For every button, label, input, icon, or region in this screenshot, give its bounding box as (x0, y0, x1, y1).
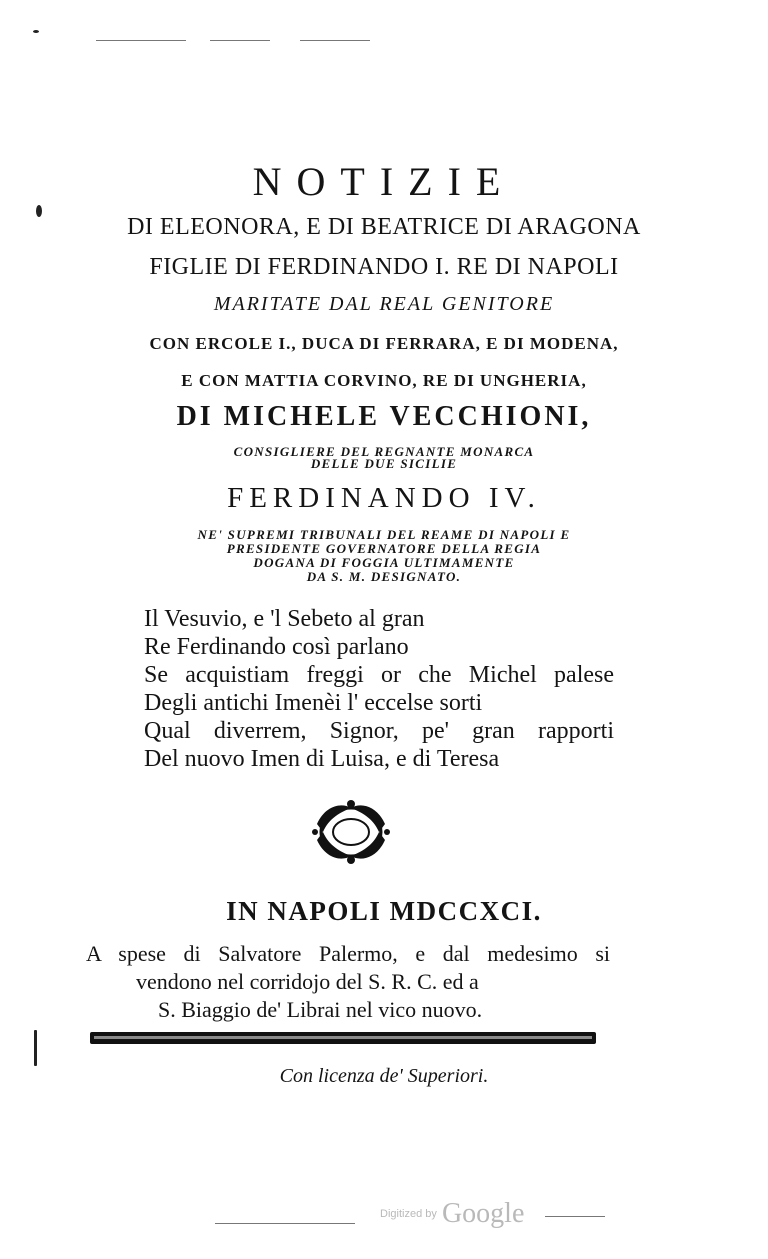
imprint-line: S. Biaggio de' Librai nel vico nuovo. (158, 997, 483, 1022)
verse-line: Degli antichi Imenèi l' eccelse sorti (144, 690, 483, 716)
scan-mark (545, 1216, 605, 1217)
imprint-block (86, 940, 610, 1024)
scan-speck (33, 30, 39, 33)
verse-line: Il Vesuvio, e 'l Sebeto al gran (144, 606, 425, 632)
scan-mark (210, 40, 270, 41)
office-line-1: NE' SUPREMI TRIBUNALI DEL REAME DI NAPOLI E (197, 527, 571, 542)
scan-mark (96, 40, 186, 41)
verse-line: Qual diverrem, Signor, pe' gran rapporti (144, 718, 614, 744)
imprint-line: vendono nel corridojo del S. R. C. ed a (136, 969, 479, 994)
scan-speck (34, 1030, 37, 1066)
verse-line: Del nuovo Imen di Luisa, e di Teresa (144, 746, 500, 772)
subtitle-line-5: E CON MATTIA CORVINO, RE DI UNGHERIA, (181, 371, 587, 390)
verse-block (144, 605, 614, 773)
office-line-2: PRESIDENTE GOVERNATORE DELLA REGIA (226, 541, 542, 556)
license-note: Con licenza de' Superiori. (279, 1065, 489, 1087)
subtitle-line-3: MARITATE DAL REAL GENITORE (213, 293, 555, 315)
watermark-prefix: Digitized by (380, 1208, 437, 1220)
author-title-1: CONSIGLIERE DEL REGNANTE MONARCA (233, 444, 535, 459)
imprint-line: A spese di Salvatore Palermo, e dal medesimo si (86, 941, 610, 966)
scan-mark (215, 1223, 355, 1224)
author-name: DI MICHELE VECCHIONI, (176, 401, 592, 432)
verse-line: Se acquistiam freggi or che Michel palese (144, 662, 614, 688)
decorative-rule (90, 1032, 596, 1044)
imprint-city-date: IN NAPOLI MDCCXCI. (226, 896, 542, 926)
author-title-2: DELLE DUE SICILIE (310, 456, 458, 471)
subtitle-line-2: FIGLIE DI FERDINANDO I. RE DI NAPOLI (149, 254, 619, 280)
digitized-watermark (380, 1198, 524, 1230)
verse-line: Re Ferdinando così parlano (144, 634, 409, 660)
subtitle-line-1: DI ELEONORA, E DI BEATRICE DI ARAGONA (127, 214, 641, 240)
page-title: NOTIZIE (252, 159, 516, 204)
subtitle-line-4: CON ERCOLE I., DUCA DI FERRARA, E DI MODENA, (149, 334, 619, 353)
office-line-4: DA S. M. DESIGNATO. (306, 569, 462, 584)
office-line-3: DOGANA DI FOGGIA ULTIMAMENTE (253, 555, 515, 570)
floral-ornament-icon (311, 798, 391, 866)
watermark-brand: Google (441, 1198, 525, 1229)
scan-mark (300, 40, 370, 41)
king-name: FERDINANDO IV. (227, 482, 541, 514)
